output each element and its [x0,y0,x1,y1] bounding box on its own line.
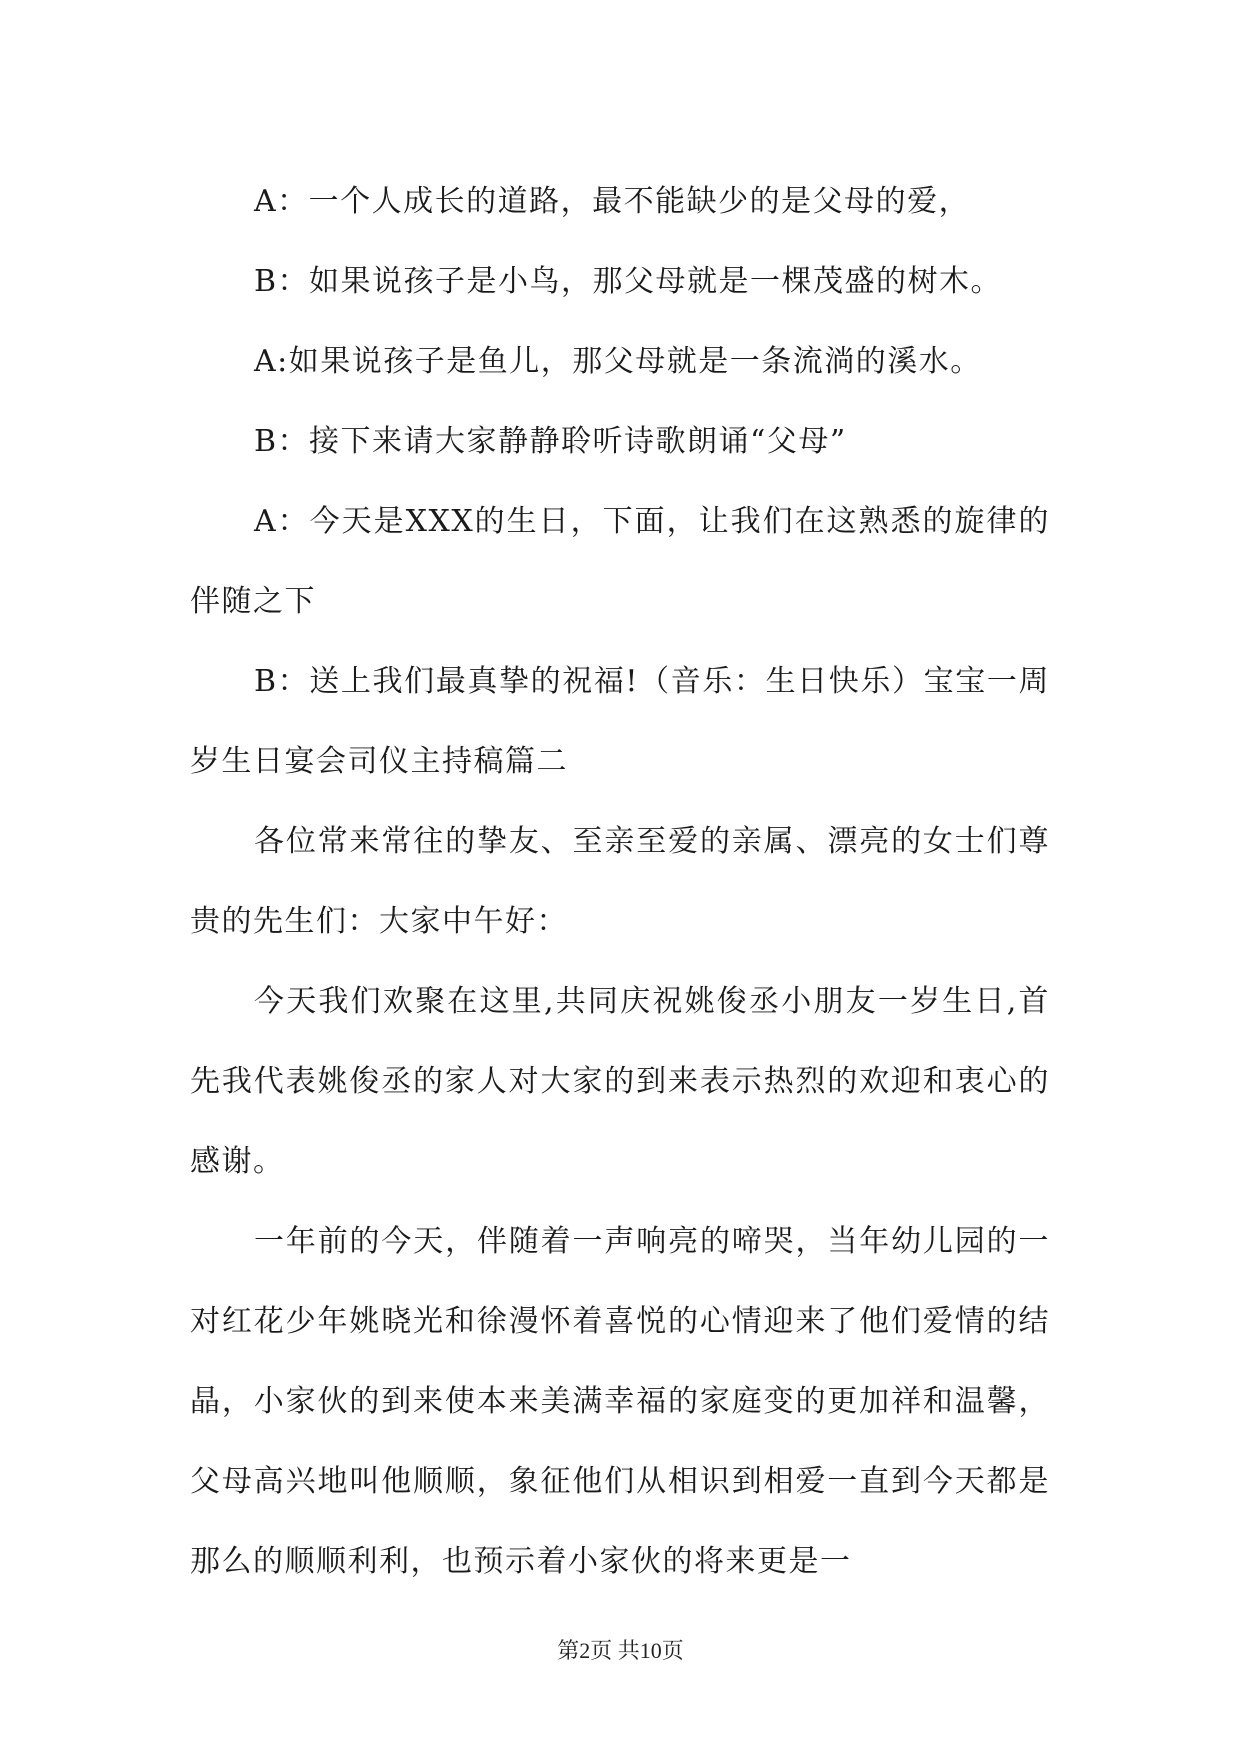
paragraph-2: B：如果说孩子是小鸟，那父母就是一棵茂盛的树木。 [254,264,1003,299]
paragraph-4: B：接下来请大家静静聆听诗歌朗诵“父母” [254,424,847,459]
document-body [190,162,1050,1602]
paragraph-8: 今天我们欢聚在这里,共同庆祝姚俊丞小朋友一岁生日,首先我代表姚俊丞的家人对大家的到来表示热烈的欢迎和衷心的感谢。 [190,984,1050,1179]
page-footer [0,1636,1241,1666]
paragraph-5: A：今天是XXX的生日，下面，让我们在这熟悉的旋律的伴随之下 [190,504,1050,619]
paragraph-3: A:如果说孩子是鱼儿，那父母就是一条流淌的溪水。 [254,344,982,379]
paragraph-6: B：送上我们最真挚的祝福!（音乐：生日快乐）宝宝一周岁生日宴会司仪主持稿篇二 [190,664,1050,779]
page-number-indicator: 第2页 共10页 [557,1638,684,1663]
paragraph-9: 一年前的今天，伴随着一声响亮的啼哭，当年幼儿园的一对红花少年姚晓光和徐漫怀着喜悦的心情迎来了他们爱情的结晶，小家伙的到来使本来美满幸福的家庭变的更加祥和温馨，父母高兴地叫他顺顺，象征他们从相识到相爱一直到今天都是那么的顺顺利利，也预示着小家伙的将来更是一 [190,1224,1050,1579]
paragraph-1: A：一个人成长的道路，最不能缺少的是父母的爱， [254,184,971,219]
paragraph-7: 各位常来常往的挚友、至亲至爱的亲属、漂亮的女士们尊贵的先生们：大家中午好： [190,824,1050,939]
